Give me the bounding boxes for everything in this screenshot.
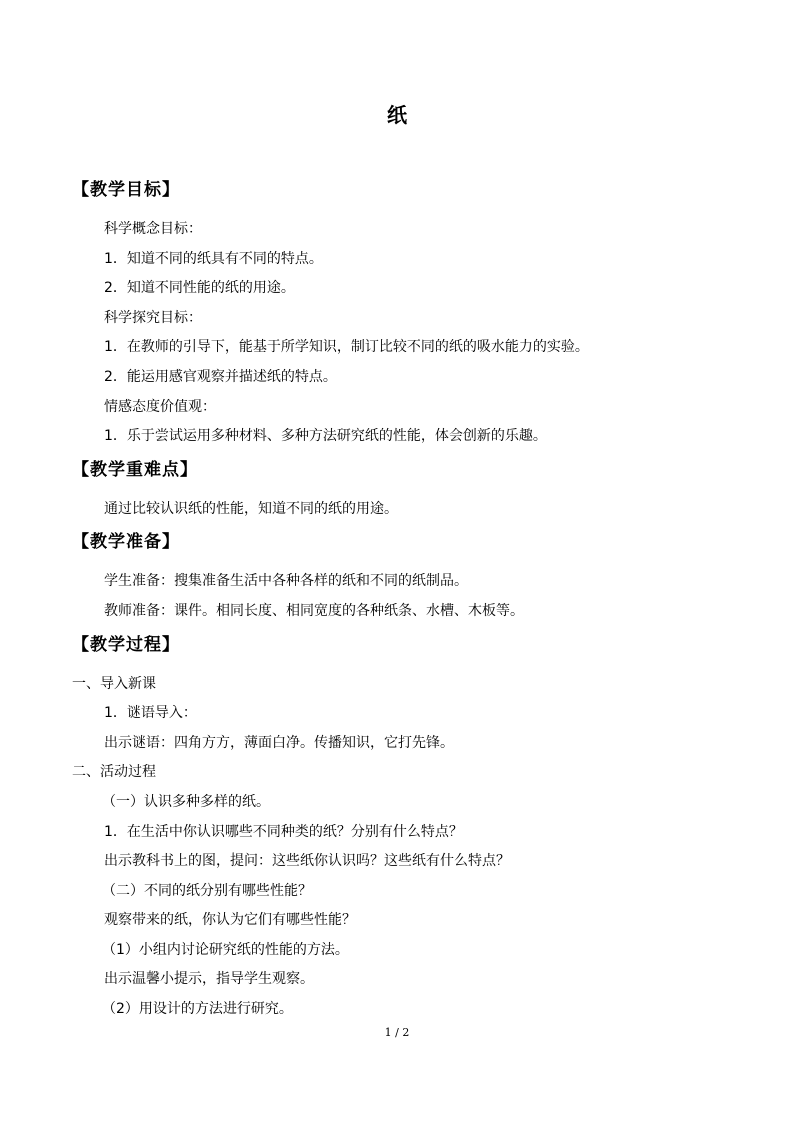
process-line: 一、导入新课 (72, 675, 156, 692)
process-line: 二、活动过程 (72, 764, 156, 781)
process-line: 1．在生活中你认识哪些不同种类的纸？分别有什么特点？ (104, 823, 463, 840)
process-line: 1．谜语导入： (104, 705, 197, 722)
objective-line: 1．乐于尝试运用多种材料、多种方法研究纸的性能，体会创新的乐趣。 (104, 428, 547, 445)
process-line: （1）小组内讨论研究纸的性能的方法。 (102, 941, 349, 958)
process-line: 出示谜语：四角方方，薄面白净。传播知识，它打先锋。 (104, 734, 454, 751)
section-heading-process: 【教学过程】 (72, 634, 180, 655)
section-heading-preparation: 【教学准备】 (72, 532, 180, 553)
section-heading-objectives: 【教学目标】 (72, 180, 180, 200)
preparation-line: 教师准备：课件。相同长度、相同宽度的各种纸条、水槽、木板等。 (104, 602, 524, 619)
process-line: 出示教科书上的图，提问：这些纸你认识吗？这些纸有什么特点？ (104, 853, 510, 870)
objective-line: 1．知道不同的纸具有不同的特点。 (104, 250, 323, 267)
section-heading-key-points: 【教学重难点】 (72, 459, 198, 480)
objective-line: 1．在教师的引导下，能基于所学知识，制订比较不同的纸的吸水能力的实验。 (104, 339, 589, 356)
process-line: （2）用设计的方法进行研究。 (102, 1001, 293, 1018)
document-body (72, 172, 732, 1025)
objective-line: 2．能运用感官观察并描述纸的特点。 (104, 368, 337, 385)
process-line: （二）不同的纸分别有哪些性能？ (102, 882, 312, 899)
process-line: 出示温馨小提示，指导学生观察。 (104, 971, 314, 988)
objective-line: 科学概念目标： (104, 221, 202, 237)
objective-line: 情感态度价值观： (104, 398, 216, 415)
process-line: 观察带来的纸，你认为它们有哪些性能？ (104, 912, 356, 929)
objective-line: 2．知道不同性能的纸的用途。 (104, 280, 295, 297)
objective-line: 科学探究目标： (104, 309, 202, 326)
process-line: （一）认识多种多样的纸。 (102, 793, 270, 810)
key-point-line: 通过比较认识纸的性能，知道不同的纸的用途。 (104, 500, 398, 517)
document-title: 纸 (387, 103, 407, 127)
page-number: 1 / 2 (384, 1026, 410, 1039)
preparation-line: 学生准备：搜集准备生活中各种各样的纸和不同的纸制品。 (104, 573, 468, 590)
